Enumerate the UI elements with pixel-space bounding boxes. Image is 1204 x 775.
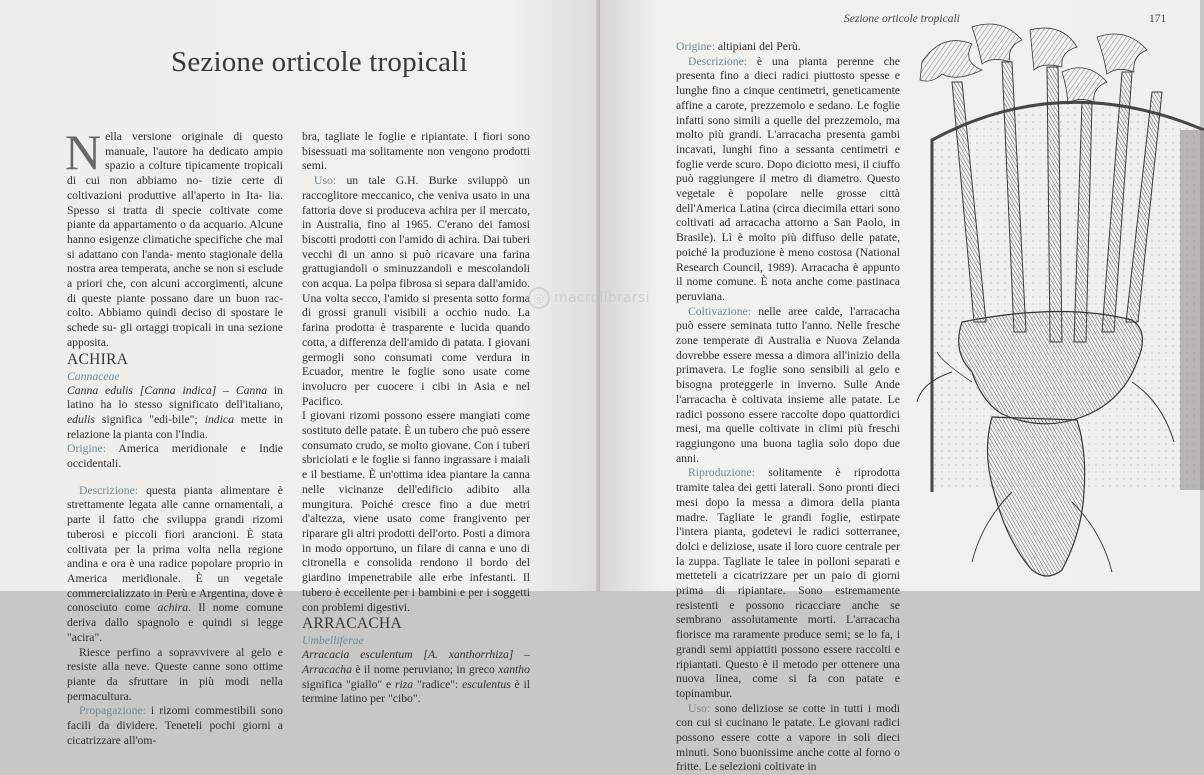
arracacha-use: Uso: sono deliziose se cotte in tutti i modi con cui si cucinano le patate. Le giovani radici possono essere cotte a vapore in soli dieci minuti. Sono buonissime anche cotte al forno o fritte. Le selezioni coltivate in <box>676 701 900 774</box>
family-arracacha: Umbelliferae <box>302 634 364 648</box>
arracacha-name-paragraph: Arracacia esculentum [A. xanthorrhiza] – Arracacha è il nome peruviano; in greco xantho significa "giallo" e riza "radice": esculentus è il termine latino per "cibo". <box>302 648 531 706</box>
achira-propagation: Propagazione: i rizomi commestibili sono facili da dividere. Teneteli pochi giorni a cicatrizzare all'om- <box>67 704 283 747</box>
achira-use: Uso: un tale G.H. Burke sviluppò un raccoglitore meccanico, che veniva usato in una fattoria dove si produceva achira per il mercato, in Australia, fino al 1965. C'erano dei famosi biscotti prodotti con l'amido di achira. Dai tuberi vecchi di un anno si può ricavare una farina grattugiandoli o sminuzzandoli e mescolandoli con acqua. La polpa fibrosa si separa dall'amido. Una volta secco, l'amido si presenta sotto forma di grossi granuli visibili a occhio nudo. La farina prodotta è trasparente e lucida quando cotta, a differenza dell'amido di patata. I giovani germogli sono consumati come verdura in Ecuador, mentre le foglie sono usate come involucro per cuocere i cibi in Asia e nel Pacifico. <box>302 174 531 408</box>
right-column <box>676 40 900 775</box>
intro-line: ella versione originale di questo manuale, <box>105 130 283 158</box>
intro-line: l'autore ha dedicato ampio spazio a colture <box>105 144 284 173</box>
intro-line: colto. Abbiamo quindi deciso di spostare le schede su- <box>67 306 283 335</box>
intro-line: tizie certe di coltivazioni produttive all'aperto in Ita- <box>67 174 283 202</box>
intro-line: tipicamente tropicali di cui non abbiamo no- <box>67 159 283 188</box>
achira-description: Descrizione: questa pianta alimentare è strettamente legata alle canne ornamentali, a parte il fatto che sviluppa grandi rizomi tuberosi e piccoli fiori arancioni. È stata coltivata per la prima volta nella regione andina e ora è una radice popolare proprio in America meridionale. È un vegetale commercializzato in Perù e Argentina, dove è conosciuto come achira. Il nome comune deriva dallo spagnolo e quindi si legge "acira". <box>67 483 283 644</box>
page-title: Sezione orticole tropicali <box>171 46 468 78</box>
achira-prop-continued: bra, tagliate le foglie e ripiantate. I fiori sono bisessuati ma solitamente non vengono prodotti semi. <box>302 130 530 173</box>
achira-name-paragraph: Canna edulis [Canna indica] – Canna in latino ha lo stesso significato dell'italiano, edulis significa "edi-bile"; indica mette in relazione la pianta con l'India. <box>67 383 284 441</box>
watermark-text: macrolibrarsi <box>554 290 650 306</box>
arracacha-illustration <box>912 22 1204 582</box>
arracacha-reproduction: Riproduzione: solitamente è riprodotta tramite talea dei getti laterali. Sono pronti dieci mesi dopo la messa a dimora della pianta madre. Tagliate le grandi foglie, estirpate l'intera pianta, godetevi le radici sotterranee, dolci e deliziose, usate il loro cuore centrale per la zuppa. Tagliate le talee in polloni separati e metteteli a cicatrizzare per un paio di giorni prima di ripiantare. Sono estremamente resistenti e possono ricacciare anche se sembrano assolutamente morti. L'arracacha fiorisce ma raramente produce semi; se lo fa, i grandi semi appiattiti possono essere raccolti e ripiantati. Questo è il metodo per ottenere una nuova linea, come si fa con patate e topinambur. <box>676 466 900 700</box>
page-number: 171 <box>1149 13 1167 25</box>
arracacha-cultivation: Coltivazione: nelle aree calde, l'arracacha può essere seminata tutto l'anno. Nelle fresche zone temperate di Australia e Nuova Zelanda dovrebbe essere messa a dimora all'inizio della primavera. Le foglie sono sensibili al gelo e bisogna proteggerle in inverno. Sulle Ande l'arracacha è coltivata insieme alle patate. Le radici possono essere raccolte dopo quattordici mesi, ma quelle coltivate in climi più freschi raggiungono una buona taglia solo dopo due anni. <box>676 304 900 465</box>
arracacha-origin: Origine: altipiani del Perù. <box>676 40 801 53</box>
intro-line: se non si esclude a priori che, con alcuni accorgimenti, <box>67 262 284 291</box>
intro-line: alcune di queste piante possano dare un buon rac- <box>67 277 283 305</box>
drop-cap: N <box>65 124 102 180</box>
intro-line: gli ortaggi tropicali in una sezione apposita. <box>67 321 283 349</box>
section-heading-achira: ACHIRA <box>67 350 129 368</box>
intro-line: lia. Spesso si tratta di specie coltivate come piante da <box>67 188 283 232</box>
achira-frost: Riesce perfino a sopravvivere al gelo e resiste alla neve. Queste canne sono ottime piante da sfruttare in più modi nella permacultura. <box>67 645 283 703</box>
intro-line: appartamento o da acquario. Alcune hanno esigenze <box>67 218 283 246</box>
section-heading-arracacha: ARRACACHA <box>302 615 403 633</box>
achira-use-2: I giovani rizomi possono essere mangiati come sostituto delle patate. È un tubero che può essere consumato crudo, se molto giovane. Con i tuberi sbriciolati e le foglie si fanno ingrassare i maiali e il bestiame. È un'ottima idea piantare la canna nelle vicinanze dell'edificio adibito alla mungitura. Poiché cresce fino a due metri d'altezza, viene usato come frangivento per riparare gli altri prodotti dell'orto. Posti a dimora in modo opportuno, un filare di canna e uno di citronella e consolida rendono il bordo del giardino impenetrabile alle erbe infestanti. Il tubero è eccellente per i bambini e per i soggetti con problemi digestivi. <box>302 409 531 614</box>
watermark <box>528 283 680 313</box>
intro-line: climatiche specifiche che mal si adattano con l'anda- <box>67 232 283 261</box>
intro-line: mento stagionale della nostra area temperata, anche <box>67 247 283 276</box>
arracacha-description: Descrizione: è una pianta perenne che presenta fino a dieci radici piuttosto spesse e lunghe fino a cinque centimetri, geneticamente affine a carote, prezzemolo e sedano. Le foglie infatti sono simili a quelle del prezzemolo, ma molto più grandi. L'arracacha presenta gambi incavati, lunghi fino a sessanta centimetri e foglie verde scuro. Dopo diciotto mesi, il ciuffo può raggiungere il metro di diametro. Questo vegetale è popolare nelle grosse città dell'America Latina (circa diecimila ettari sono coltivati ad arracacha attorno a San Paolo, in Brasile). Lì è molto più diffuso delle patate, poiché la produzione è meno costosa (National Research Council, 1989). Arracacha è appunto il nome comune. È nota anche come pastinaca peruviana. <box>676 54 900 303</box>
family-achira: Cannaceae <box>67 369 120 383</box>
macrolibrarsi-logo-icon: ◎ <box>528 287 550 309</box>
achira-origin: Origine: America meridionale e Indie occidentali. <box>67 442 283 471</box>
running-head: Sezione orticole tropicali <box>844 13 960 25</box>
right-page <box>600 0 1200 774</box>
